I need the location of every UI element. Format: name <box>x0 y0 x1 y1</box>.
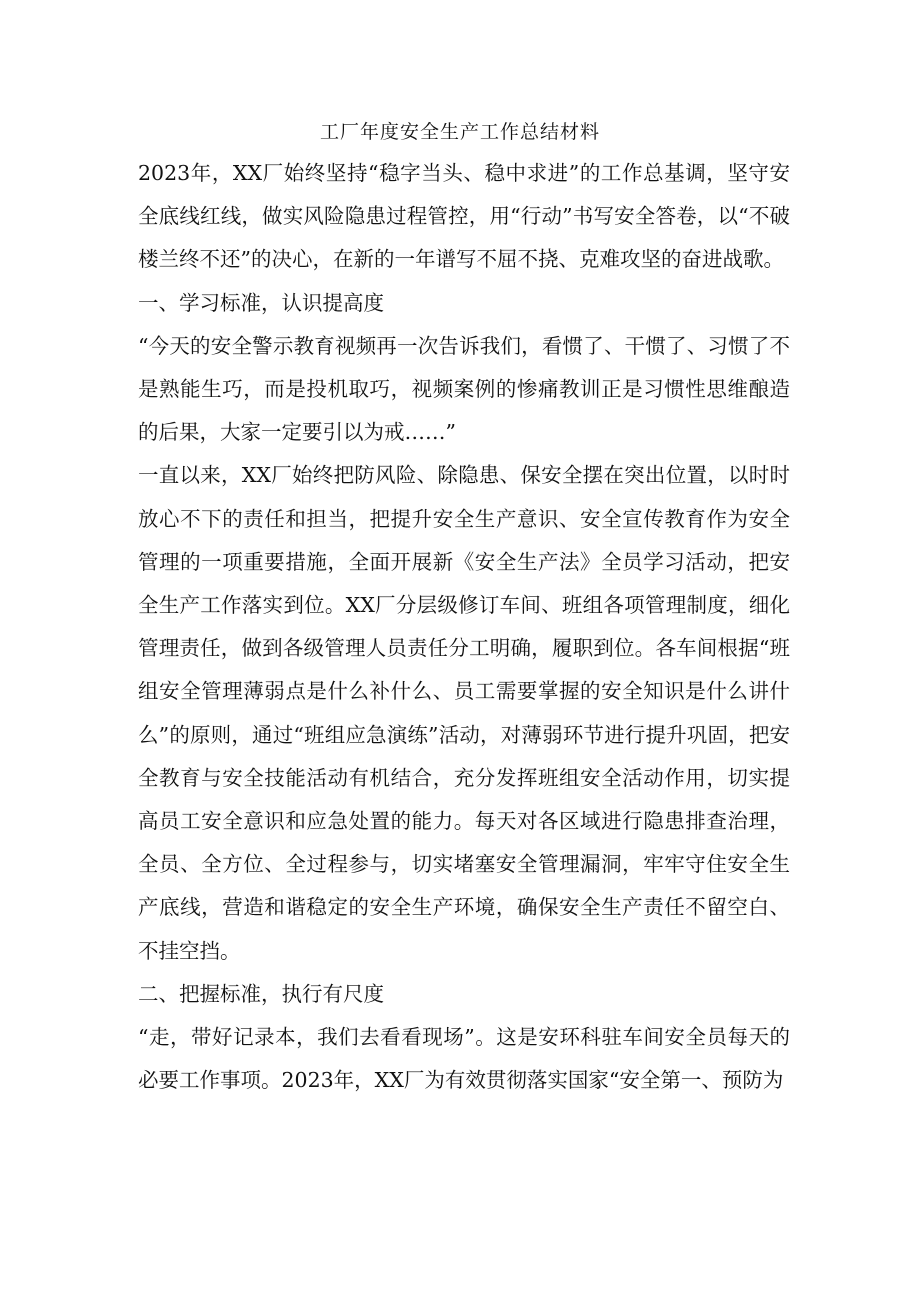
section-1-paragraph: 一直以来，XX厂始终把防风险、除隐患、保安全摆在突出位置，以时时放心不下的责任和担当，把提升安全生产意识、安全宣传教育作为安全管理的一项重要措施，全面开展新《安全生产法》全员学习活动，把安全生产工作落实到位。XX厂分层级修订车间、班组各项管理制度，细化管理责任，做到各级管理人员责任分工明确，履职到位。各车间根据“班组安全管理薄弱点是什么补什么、员工需要掌握的安全知识是什么讲什么”的原则，通过“班组应急演练”活动，对薄弱环节进行提升巩固，把安全教育与安全技能活动有机结合，充分发挥班组安全活动作用，切实提高员工安全意识和应急处置的能力。每天对各区域进行隐患排查治理，全员、全方位、全过程参与，切实堵塞安全管理漏洞，牢牢守住安全生产底线，营造和谐稳定的安全生产环境，确保安全生产责任不留空白、不挂空挡。 <box>138 463 790 963</box>
document-body <box>138 152 790 1102</box>
document-title: 工厂年度安全生产工作总结材料 <box>319 121 600 143</box>
section-2-heading: 二、把握标准，执行有尺度 <box>138 981 384 1006</box>
section-2-paragraph: “走，带好记录本，我们去看看现场”。这是安环科驻车间安全员每天的必要工作事项。2023年，XX厂为有效贯彻落实国家“安全第一、预防为 <box>138 1025 790 1093</box>
section-1-heading: 一、学习标准，认识提高度 <box>138 290 384 315</box>
section-1-quote: “今天的安全警示教育视频再一次告诉我们，看惯了、干惯了、习惯了不是熟能生巧，而是投机取巧，视频案例的惨痛教训正是习惯性思维酿造的后果，大家一定要引以为戒……” <box>138 333 790 445</box>
intro-paragraph: 2023年，XX厂始终坚持“稳字当头、稳中求进”的工作总基调，坚守安全底线红线，做实风险隐患过程管控，用“行动”书写安全答卷，以“不破楼兰终不还”的决心，在新的一年谱写不屈不挠、克难攻坚的奋进战歌。 <box>138 161 790 272</box>
